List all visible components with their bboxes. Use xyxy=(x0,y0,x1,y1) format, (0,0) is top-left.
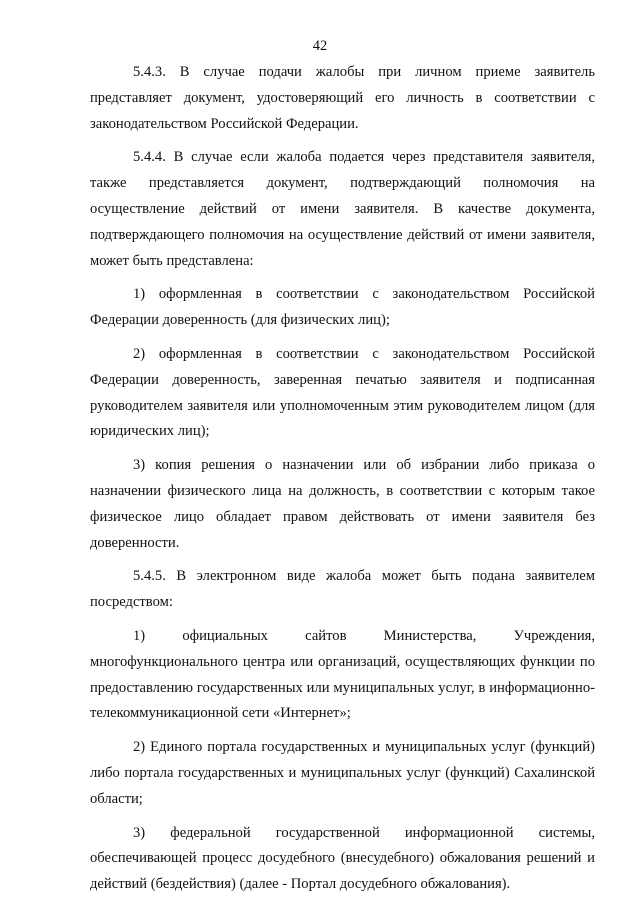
list-item-5-4-4-3: 3) копия решения о назначении или об избрании либо приказа о назначении физического лица на должность, в соответствии с которым такое физическое лицо обладает правом действовать от имени заявителя без доверенности. xyxy=(90,457,595,551)
page-number: 42 xyxy=(312,38,328,54)
list-item-5-4-4-2: 2) оформленная в соответствии с законодательством Российской Федерации доверенность, заверенная печатью заявителя и подписанная руководителем заявителя или уполномоченным этим руководителем лицом (для юридических лиц); xyxy=(90,345,595,440)
paragraph-5-4-4: 5.4.4. В случае если жалоба подается через представителя заявителя, также представляется документ, подтверждающий полномочия на осуществление действий от имени заявителя. В качестве документа, подтверждающего полномочия на осуществление действий от имени заявителя, может быть представлена: xyxy=(90,149,595,269)
paragraph-5-4-3: 5.4.3. В случае подачи жалобы при личном приеме заявитель представляет документ, удостоверяющий его личность в соответствии с законодательством Российской Федерации. xyxy=(90,64,595,132)
document-body xyxy=(90,60,595,906)
paragraph-5-4-5: 5.4.5. В электронном виде жалоба может быть подана заявителем посредством: xyxy=(90,568,595,611)
list-item-5-4-5-3: 3) федеральной государственной информационной системы, обеспечивающей процесс досудебного (внесудебного) обжалования решений и действий (бездействия) (далее - Портал досудебного обжалования). xyxy=(90,824,595,893)
list-item-5-4-4-1: 1) оформленная в соответствии с законодательством Российской Федерации доверенность (для физических лиц); xyxy=(90,286,595,329)
list-item-5-4-5-2: 2) Единого портала государственных и муниципальных услуг (функций) либо портала государственных и муниципальных услуг (функций) Сахалинской области; xyxy=(90,739,595,807)
list-item-5-4-5-1: 1) официальных сайтов Министерства, Учреждения, многофункционального центра или организаций, осуществляющих функции по предоставлению государственных или муниципальных услуг, в информационно-телекоммуникационной сети «Интернет»; xyxy=(90,627,595,722)
